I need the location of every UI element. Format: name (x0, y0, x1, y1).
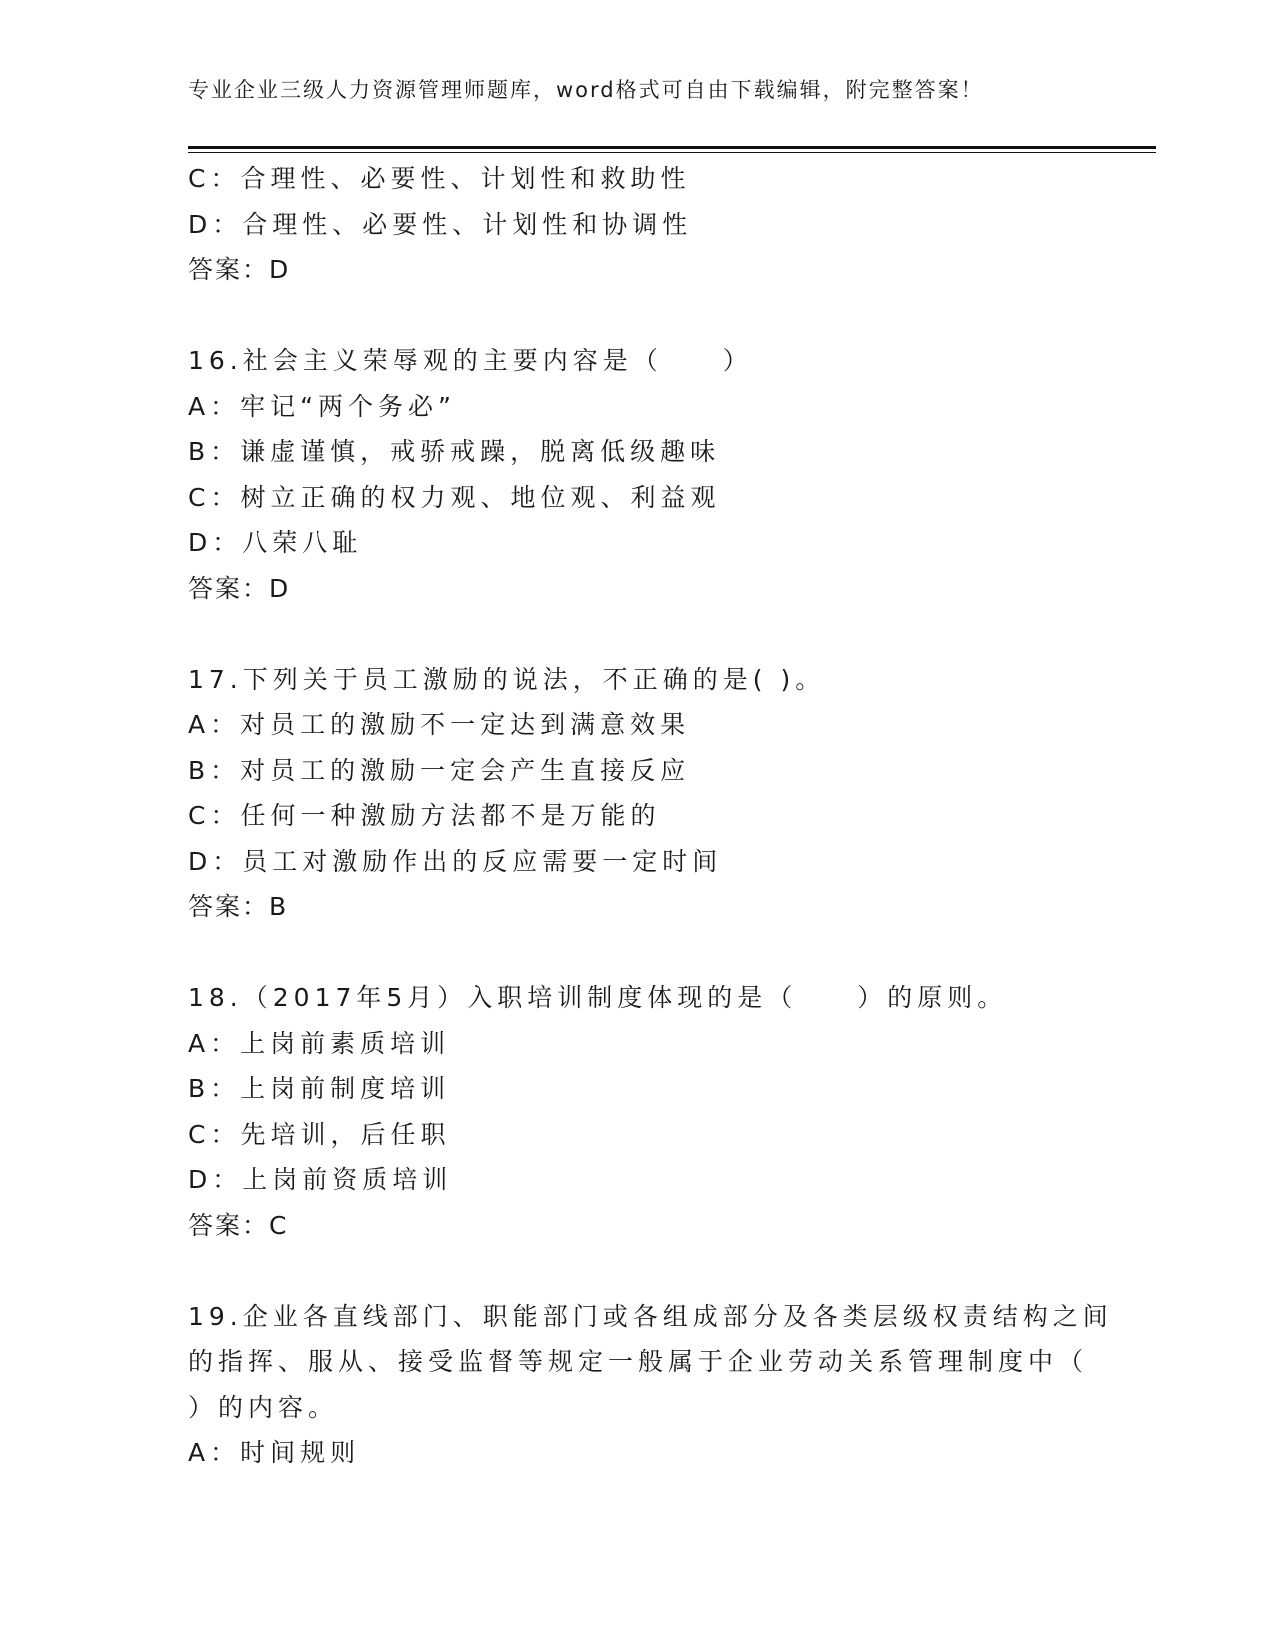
answer-line: 答案：C (188, 1210, 289, 1240)
option-d: D：员工对激励作出的反应需要一定时间 (188, 846, 723, 876)
question-16-stem: 16.社会主义荣辱观的主要内容是（ ） (188, 346, 753, 375)
answer-line: 答案：D (188, 573, 291, 603)
answer-line: 答案：B (188, 892, 289, 921)
spacer (188, 611, 1088, 657)
option-c: C：任何一种激励方法都不是万能的 (188, 801, 661, 830)
option-a: A：对员工的激励不一定达到满意效果 (188, 710, 691, 739)
option-b: B：谦虚谨慎，戒骄戒躁，脱离低级趣味 (188, 437, 721, 466)
option-d: D：合理性、必要性、计划性和协调性 (188, 209, 693, 239)
option-c: C：合理性、必要性、计划性和救助性 (188, 164, 691, 193)
spacer (188, 293, 1088, 339)
document-body (188, 156, 1113, 1476)
option-a: A：牢记“两个务必” (188, 391, 457, 421)
option-d: D：八荣八耻 (188, 528, 363, 557)
question-19-stem-line-3: ）的内容。 (188, 1392, 339, 1422)
spacer (188, 1248, 1088, 1294)
question-17-stem: 17.下列关于员工激励的说法，不正确的是( )。 (188, 664, 826, 694)
option-c: C：先培训，后任职 (188, 1119, 451, 1149)
option-b: B：上岗前制度培训 (188, 1074, 451, 1103)
option-d: D：上岗前资质培训 (188, 1165, 453, 1194)
question-19-stem-line-1: 19.企业各直线部门、职能部门或各组成部分及各类层级权责结构之间 (188, 1301, 1113, 1331)
question-18-stem: 18.（2017年5月）入职培训制度体现的是（ ）的原则。 (188, 983, 1008, 1012)
option-a: A：时间规则 (188, 1438, 361, 1467)
option-b: B：对员工的激励一定会产生直接反应 (188, 755, 691, 785)
spacer (188, 930, 1088, 976)
option-a: A：上岗前素质培训 (188, 1028, 451, 1058)
header-rule-thin (188, 152, 1156, 153)
option-c: C：树立正确的权力观、地位观、利益观 (188, 482, 721, 512)
question-19-stem-line-2: 的指挥、服从、接受监督等规定一般属于企业劳动关系管理制度中（ (188, 1347, 1089, 1376)
answer-line: 答案：D (188, 255, 291, 284)
page-header: 专业企业三级人力资源管理师题库，word格式可自由下载编辑，附完整答案！ (188, 78, 984, 102)
header-rule-thick (188, 146, 1156, 149)
